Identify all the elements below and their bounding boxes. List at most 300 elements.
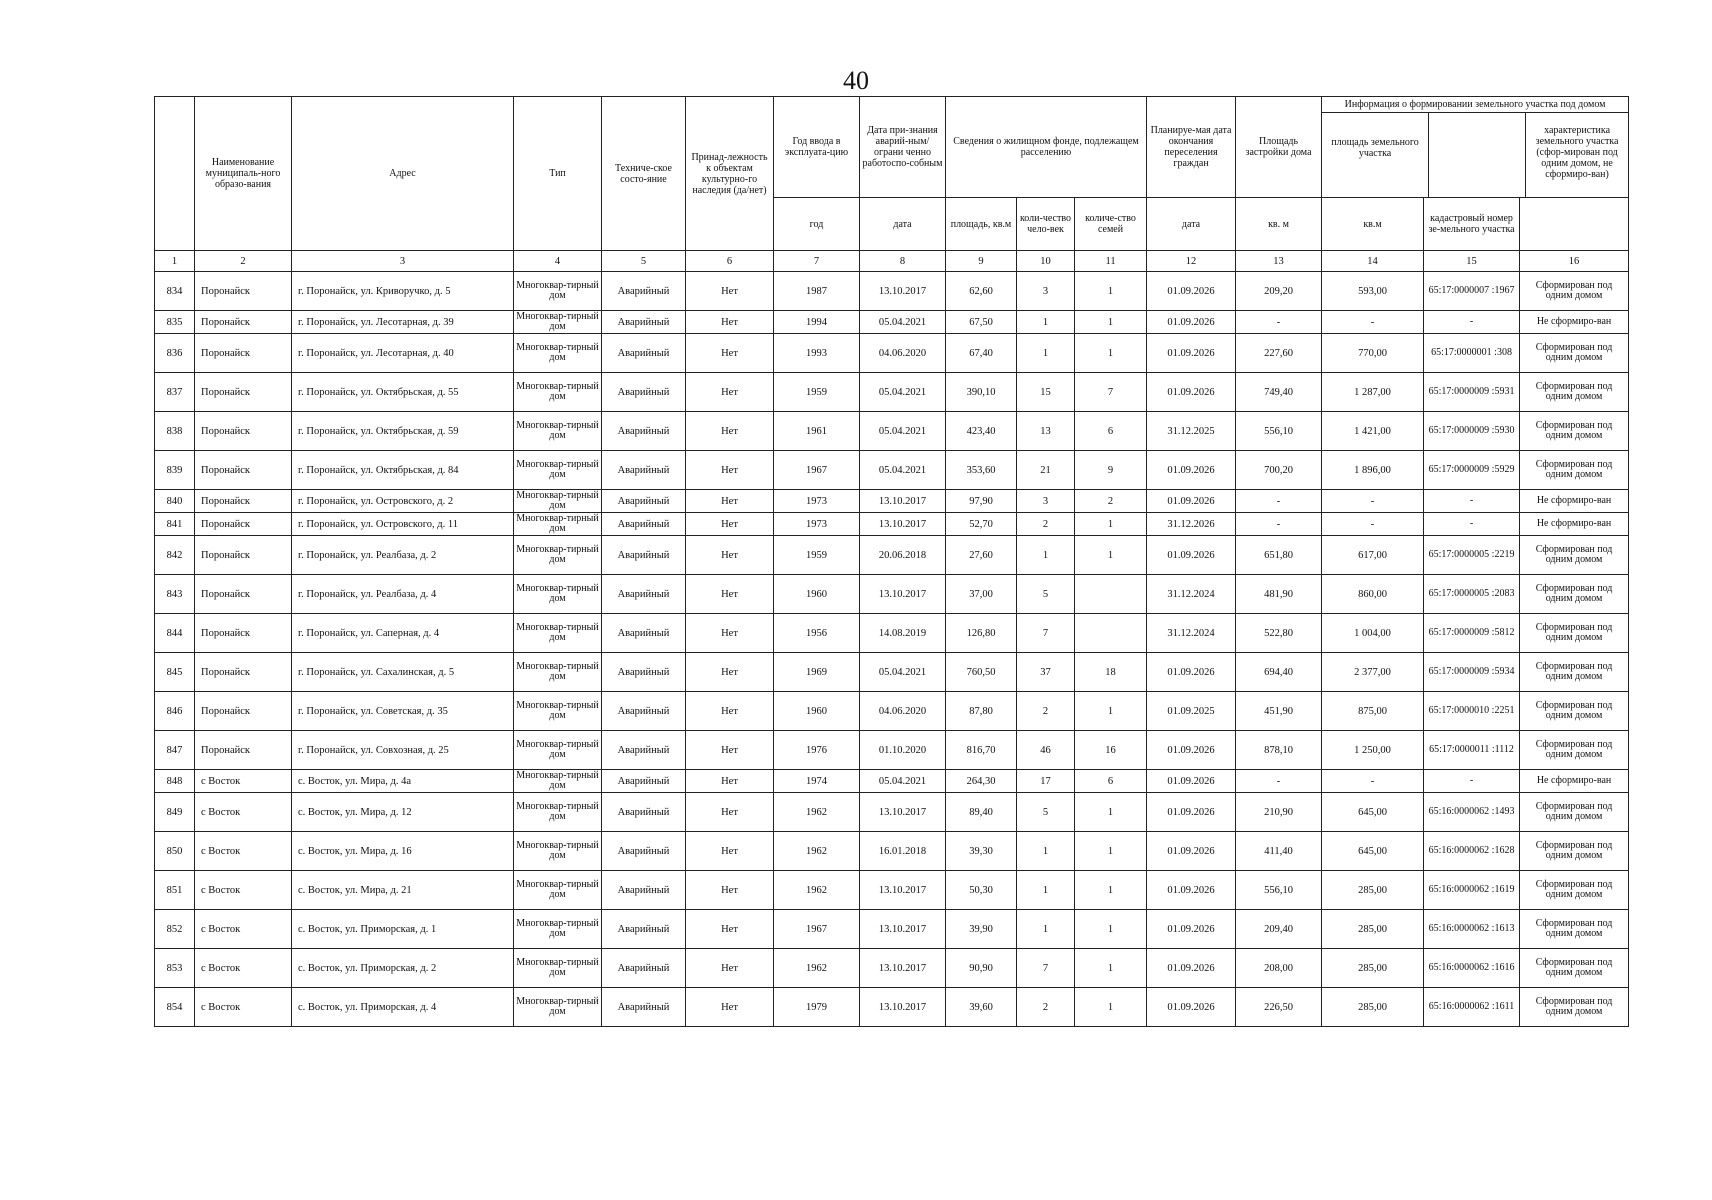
table-row bbox=[155, 490, 1629, 513]
cell-address: с. Восток, ул. Мира, д. 4а bbox=[292, 770, 514, 793]
cell-built-area: 209,20 bbox=[1236, 272, 1322, 311]
cell-date: 04.06.2020 bbox=[860, 692, 946, 731]
cell-heritage: Нет bbox=[686, 692, 774, 731]
cell-people: 5 bbox=[1017, 575, 1075, 614]
cell-municipality: Поронайск bbox=[195, 373, 292, 412]
cell-people: 15 bbox=[1017, 373, 1075, 412]
cell-address: г. Поронайск, ул. Советская, д. 35 bbox=[292, 692, 514, 731]
row-number: 838 bbox=[155, 412, 195, 451]
cell-families: 6 bbox=[1075, 412, 1147, 451]
cell-families bbox=[1075, 614, 1147, 653]
cell-built-area: 210,90 bbox=[1236, 793, 1322, 832]
cell-area: 52,70 bbox=[946, 513, 1017, 536]
cell-people: 17 bbox=[1017, 770, 1075, 793]
cell-municipality: Поронайск bbox=[195, 692, 292, 731]
cell-year: 1987 bbox=[774, 272, 860, 311]
cell-people: 1 bbox=[1017, 311, 1075, 334]
row-number: 841 bbox=[155, 513, 195, 536]
cell-type: Многоквар-тирный дом bbox=[514, 412, 602, 451]
header-land-title: Информация о формировании земельного участка под домом bbox=[1322, 97, 1628, 113]
cell-area: 27,60 bbox=[946, 536, 1017, 575]
cell-date: 05.04.2021 bbox=[860, 373, 946, 412]
resettlement-table bbox=[154, 96, 1629, 1027]
cell-plan-date: 31.12.2024 bbox=[1147, 575, 1236, 614]
cell-land-char: Не сформиро-ван bbox=[1520, 770, 1629, 793]
header-land-area: площадь земельного участка bbox=[1322, 113, 1429, 197]
cell-date: 14.08.2019 bbox=[860, 614, 946, 653]
table-row bbox=[155, 272, 1629, 311]
cell-families: 9 bbox=[1075, 451, 1147, 490]
cell-area: 67,50 bbox=[946, 311, 1017, 334]
cell-land-char: Не сформиро-ван bbox=[1520, 513, 1629, 536]
cell-year: 1961 bbox=[774, 412, 860, 451]
row-number: 853 bbox=[155, 949, 195, 988]
cell-municipality: с Восток bbox=[195, 770, 292, 793]
cell-land-area: 1 421,00 bbox=[1322, 412, 1424, 451]
cell-cadastral: 65:17:0000011 :1112 bbox=[1424, 731, 1520, 770]
cell-built-area: 411,40 bbox=[1236, 832, 1322, 871]
cell-date: 04.06.2020 bbox=[860, 334, 946, 373]
cell-heritage: Нет bbox=[686, 490, 774, 513]
cell-built-area: 451,90 bbox=[1236, 692, 1322, 731]
column-number: 8 bbox=[860, 251, 946, 272]
cell-date: 01.10.2020 bbox=[860, 731, 946, 770]
cell-tech-state: Аварийный bbox=[602, 311, 686, 334]
table-row bbox=[155, 871, 1629, 910]
cell-municipality: с Восток bbox=[195, 988, 292, 1027]
cell-heritage: Нет bbox=[686, 373, 774, 412]
column-number: 9 bbox=[946, 251, 1017, 272]
cell-address: г. Поронайск, ул. Лесотарная, д. 39 bbox=[292, 311, 514, 334]
cell-tech-state: Аварийный bbox=[602, 871, 686, 910]
cell-date: 13.10.2017 bbox=[860, 910, 946, 949]
cell-heritage: Нет bbox=[686, 272, 774, 311]
cell-people: 2 bbox=[1017, 513, 1075, 536]
cell-cadastral: 65:17:0000010 :2251 bbox=[1424, 692, 1520, 731]
cell-heritage: Нет bbox=[686, 770, 774, 793]
cell-year: 1994 bbox=[774, 311, 860, 334]
cell-year: 1967 bbox=[774, 451, 860, 490]
row-number: 839 bbox=[155, 451, 195, 490]
cell-plan-date: 31.12.2025 bbox=[1147, 412, 1236, 451]
cell-address: с. Восток, ул. Приморская, д. 1 bbox=[292, 910, 514, 949]
cell-cadastral: - bbox=[1424, 770, 1520, 793]
cell-built-area: 651,80 bbox=[1236, 536, 1322, 575]
cell-year: 1962 bbox=[774, 793, 860, 832]
cell-built-area: 522,80 bbox=[1236, 614, 1322, 653]
cell-tech-state: Аварийный bbox=[602, 692, 686, 731]
cell-year: 1967 bbox=[774, 910, 860, 949]
cell-plan-date: 01.09.2026 bbox=[1147, 793, 1236, 832]
cell-land-char: Сформирован под одним домом bbox=[1520, 575, 1629, 614]
cell-area: 39,90 bbox=[946, 910, 1017, 949]
cell-date: 13.10.2017 bbox=[860, 272, 946, 311]
table-row bbox=[155, 513, 1629, 536]
header-tech-state: Техниче-ское состо-яние bbox=[602, 97, 686, 251]
cell-address: г. Поронайск, ул. Реалбаза, д. 4 bbox=[292, 575, 514, 614]
cell-land-area: 285,00 bbox=[1322, 871, 1424, 910]
cell-land-area: 1 287,00 bbox=[1322, 373, 1424, 412]
cell-built-area: 226,50 bbox=[1236, 988, 1322, 1027]
header-plan-sub: дата bbox=[1147, 198, 1236, 251]
cell-cadastral: 65:17:0000009 :5929 bbox=[1424, 451, 1520, 490]
row-number: 852 bbox=[155, 910, 195, 949]
cell-heritage: Нет bbox=[686, 832, 774, 871]
cell-cadastral: - bbox=[1424, 311, 1520, 334]
cell-type: Многоквар-тирный дом bbox=[514, 272, 602, 311]
cell-municipality: Поронайск bbox=[195, 412, 292, 451]
cell-land-area: 1 004,00 bbox=[1322, 614, 1424, 653]
cell-tech-state: Аварийный bbox=[602, 451, 686, 490]
table-row bbox=[155, 575, 1629, 614]
cell-people: 5 bbox=[1017, 793, 1075, 832]
cell-date: 13.10.2017 bbox=[860, 575, 946, 614]
cell-tech-state: Аварийный bbox=[602, 412, 686, 451]
row-number: 834 bbox=[155, 272, 195, 311]
cell-people: 46 bbox=[1017, 731, 1075, 770]
header-land-char: характеристика земельного участка (сфор-мирован под одним домом, не сформиро-ван) bbox=[1535, 125, 1619, 180]
cell-heritage: Нет bbox=[686, 575, 774, 614]
cell-plan-date: 01.09.2026 bbox=[1147, 832, 1236, 871]
header-date-sub: дата bbox=[860, 198, 946, 251]
cell-cadastral: 65:17:0000009 :5930 bbox=[1424, 412, 1520, 451]
cell-families: 1 bbox=[1075, 793, 1147, 832]
column-number: 6 bbox=[686, 251, 774, 272]
cell-type: Многоквар-тирный дом bbox=[514, 692, 602, 731]
row-number: 854 bbox=[155, 988, 195, 1027]
table-row bbox=[155, 334, 1629, 373]
column-number: 2 bbox=[195, 251, 292, 272]
row-number: 842 bbox=[155, 536, 195, 575]
cell-area: 97,90 bbox=[946, 490, 1017, 513]
row-number: 840 bbox=[155, 490, 195, 513]
cell-families: 1 bbox=[1075, 692, 1147, 731]
column-number-row bbox=[155, 251, 1629, 272]
cell-year: 1973 bbox=[774, 513, 860, 536]
row-number: 846 bbox=[155, 692, 195, 731]
column-number: 12 bbox=[1147, 251, 1236, 272]
cell-municipality: Поронайск bbox=[195, 490, 292, 513]
cell-date: 05.04.2021 bbox=[860, 412, 946, 451]
cell-type: Многоквар-тирный дом bbox=[514, 871, 602, 910]
cell-tech-state: Аварийный bbox=[602, 334, 686, 373]
cell-area: 90,90 bbox=[946, 949, 1017, 988]
cell-families: 7 bbox=[1075, 373, 1147, 412]
header-built-group: Площадь застройки дома bbox=[1236, 97, 1322, 198]
cell-land-char: Сформирован под одним домом bbox=[1520, 373, 1629, 412]
cell-type: Многоквар-тирный дом bbox=[514, 910, 602, 949]
header-date-group: Дата при-знания аварий-ным/ограни ченно работоспо-собным bbox=[860, 97, 946, 198]
cell-land-char: Сформирован под одним домом bbox=[1520, 412, 1629, 451]
cell-tech-state: Аварийный bbox=[602, 793, 686, 832]
page-number: 40 bbox=[843, 66, 869, 95]
cell-type: Многоквар-тирный дом bbox=[514, 490, 602, 513]
cell-type: Многоквар-тирный дом bbox=[514, 949, 602, 988]
cell-municipality: Поронайск bbox=[195, 334, 292, 373]
cell-plan-date: 01.09.2026 bbox=[1147, 536, 1236, 575]
cell-tech-state: Аварийный bbox=[602, 770, 686, 793]
cell-year: 1962 bbox=[774, 949, 860, 988]
cell-cadastral: 65:17:0000007 :1967 bbox=[1424, 272, 1520, 311]
table-row bbox=[155, 653, 1629, 692]
cell-year: 1979 bbox=[774, 988, 860, 1027]
cell-year: 1960 bbox=[774, 575, 860, 614]
cell-land-char: Не сформиро-ван bbox=[1520, 311, 1629, 334]
cell-address: г. Поронайск, ул. Сахалинская, д. 5 bbox=[292, 653, 514, 692]
cell-address: г. Поронайск, ул. Октябрьская, д. 59 bbox=[292, 412, 514, 451]
column-number: 13 bbox=[1236, 251, 1322, 272]
cell-people: 1 bbox=[1017, 536, 1075, 575]
cell-date: 20.06.2018 bbox=[860, 536, 946, 575]
cell-year: 1956 bbox=[774, 614, 860, 653]
cell-land-area: - bbox=[1322, 490, 1424, 513]
cell-type: Многоквар-тирный дом bbox=[514, 832, 602, 871]
header-cadastral: кадастровый номер зе-мельного участка bbox=[1424, 198, 1520, 251]
cell-year: 1973 bbox=[774, 490, 860, 513]
column-number: 3 bbox=[292, 251, 514, 272]
cell-municipality: с Восток bbox=[195, 949, 292, 988]
cell-people: 3 bbox=[1017, 272, 1075, 311]
cell-address: с. Восток, ул. Мира, д. 12 bbox=[292, 793, 514, 832]
header-row-number bbox=[155, 97, 195, 251]
cell-date: 16.01.2018 bbox=[860, 832, 946, 871]
table-row bbox=[155, 614, 1629, 653]
column-number: 1 bbox=[155, 251, 195, 272]
cell-heritage: Нет bbox=[686, 910, 774, 949]
cell-type: Многоквар-тирный дом bbox=[514, 770, 602, 793]
cell-area: 816,70 bbox=[946, 731, 1017, 770]
row-number: 848 bbox=[155, 770, 195, 793]
cell-people: 2 bbox=[1017, 692, 1075, 731]
cell-date: 13.10.2017 bbox=[860, 513, 946, 536]
cell-heritage: Нет bbox=[686, 536, 774, 575]
cell-people: 2 bbox=[1017, 988, 1075, 1027]
cell-year: 1976 bbox=[774, 731, 860, 770]
cell-land-char: Сформирован под одним домом bbox=[1520, 536, 1629, 575]
cell-municipality: Поронайск bbox=[195, 513, 292, 536]
cell-tech-state: Аварийный bbox=[602, 949, 686, 988]
cell-land-area: 875,00 bbox=[1322, 692, 1424, 731]
header-land-group bbox=[1322, 97, 1629, 198]
cell-plan-date: 01.09.2026 bbox=[1147, 871, 1236, 910]
cell-cadastral: 65:16:0000062 :1611 bbox=[1424, 988, 1520, 1027]
cell-tech-state: Аварийный bbox=[602, 731, 686, 770]
table-row bbox=[155, 793, 1629, 832]
cell-tech-state: Аварийный bbox=[602, 575, 686, 614]
cell-plan-date: 01.09.2026 bbox=[1147, 910, 1236, 949]
cell-land-area: 645,00 bbox=[1322, 793, 1424, 832]
header-type: Тип bbox=[514, 97, 602, 251]
cell-land-area: 1 896,00 bbox=[1322, 451, 1424, 490]
cell-municipality: Поронайск bbox=[195, 614, 292, 653]
cell-built-area: - bbox=[1236, 770, 1322, 793]
cell-families: 1 bbox=[1075, 513, 1147, 536]
header-land-area-sub: кв.м bbox=[1322, 198, 1424, 251]
cell-built-area: 481,90 bbox=[1236, 575, 1322, 614]
cell-families: 1 bbox=[1075, 910, 1147, 949]
cell-land-area: - bbox=[1322, 311, 1424, 334]
cell-cadastral: 65:17:0000009 :5812 bbox=[1424, 614, 1520, 653]
cell-plan-date: 01.09.2026 bbox=[1147, 311, 1236, 334]
cell-families bbox=[1075, 575, 1147, 614]
cell-area: 760,50 bbox=[946, 653, 1017, 692]
header-heritage: Принад-лежность к объектам культурно-го наследия (да/нет) bbox=[686, 97, 774, 251]
cell-plan-date: 01.09.2026 bbox=[1147, 490, 1236, 513]
cell-municipality: Поронайск bbox=[195, 731, 292, 770]
cell-families: 18 bbox=[1075, 653, 1147, 692]
cell-address: с. Восток, ул. Мира, д. 21 bbox=[292, 871, 514, 910]
cell-built-area: 749,40 bbox=[1236, 373, 1322, 412]
cell-land-area: - bbox=[1322, 513, 1424, 536]
cell-land-area: 1 250,00 bbox=[1322, 731, 1424, 770]
row-number: 851 bbox=[155, 871, 195, 910]
cell-land-area: 2 377,00 bbox=[1322, 653, 1424, 692]
cell-address: г. Поронайск, ул. Октябрьская, д. 84 bbox=[292, 451, 514, 490]
cell-land-char: Сформирован под одним домом bbox=[1520, 910, 1629, 949]
cell-cadastral: 65:16:0000062 :1616 bbox=[1424, 949, 1520, 988]
table-row bbox=[155, 832, 1629, 871]
cell-tech-state: Аварийный bbox=[602, 513, 686, 536]
cell-municipality: с Восток bbox=[195, 910, 292, 949]
cell-families: 16 bbox=[1075, 731, 1147, 770]
header-people-sub: коли-чество чело-век bbox=[1017, 198, 1075, 251]
cell-cadastral: - bbox=[1424, 513, 1520, 536]
row-number: 844 bbox=[155, 614, 195, 653]
cell-land-char: Сформирован под одним домом bbox=[1520, 793, 1629, 832]
cell-built-area: 878,10 bbox=[1236, 731, 1322, 770]
cell-heritage: Нет bbox=[686, 653, 774, 692]
row-number: 843 bbox=[155, 575, 195, 614]
cell-families: 2 bbox=[1075, 490, 1147, 513]
cell-municipality: Поронайск bbox=[195, 536, 292, 575]
cell-land-area: 285,00 bbox=[1322, 949, 1424, 988]
cell-families: 1 bbox=[1075, 871, 1147, 910]
cell-land-area: 593,00 bbox=[1322, 272, 1424, 311]
cell-type: Многоквар-тирный дом bbox=[514, 988, 602, 1027]
cell-heritage: Нет bbox=[686, 793, 774, 832]
row-number: 835 bbox=[155, 311, 195, 334]
cell-plan-date: 01.09.2026 bbox=[1147, 988, 1236, 1027]
column-number: 14 bbox=[1322, 251, 1424, 272]
cell-tech-state: Аварийный bbox=[602, 373, 686, 412]
cell-built-area: 556,10 bbox=[1236, 412, 1322, 451]
cell-area: 39,60 bbox=[946, 988, 1017, 1027]
cell-land-area: 285,00 bbox=[1322, 910, 1424, 949]
cell-built-area: 556,10 bbox=[1236, 871, 1322, 910]
cell-date: 13.10.2017 bbox=[860, 793, 946, 832]
cell-municipality: с Восток bbox=[195, 793, 292, 832]
cell-date: 05.04.2021 bbox=[860, 311, 946, 334]
cell-land-char: Сформирован под одним домом bbox=[1520, 871, 1629, 910]
cell-address: г. Поронайск, ул. Саперная, д. 4 bbox=[292, 614, 514, 653]
cell-families: 6 bbox=[1075, 770, 1147, 793]
cell-municipality: с Восток bbox=[195, 871, 292, 910]
cell-date: 13.10.2017 bbox=[860, 949, 946, 988]
cell-land-area: 860,00 bbox=[1322, 575, 1424, 614]
cell-built-area: 694,40 bbox=[1236, 653, 1322, 692]
cell-plan-date: 31.12.2026 bbox=[1147, 513, 1236, 536]
cell-municipality: Поронайск bbox=[195, 575, 292, 614]
cell-tech-state: Аварийный bbox=[602, 272, 686, 311]
cell-land-char: Сформирован под одним домом bbox=[1520, 334, 1629, 373]
cell-plan-date: 01.09.2026 bbox=[1147, 770, 1236, 793]
cell-address: г. Поронайск, ул. Совхозная, д. 25 bbox=[292, 731, 514, 770]
column-number: 5 bbox=[602, 251, 686, 272]
cell-date: 13.10.2017 bbox=[860, 871, 946, 910]
cell-year: 1959 bbox=[774, 373, 860, 412]
cell-plan-date: 31.12.2024 bbox=[1147, 614, 1236, 653]
cell-plan-date: 01.09.2026 bbox=[1147, 451, 1236, 490]
cell-cadastral: 65:17:0000009 :5934 bbox=[1424, 653, 1520, 692]
cell-date: 05.04.2021 bbox=[860, 451, 946, 490]
cell-people: 1 bbox=[1017, 832, 1075, 871]
cell-municipality: Поронайск bbox=[195, 451, 292, 490]
cell-type: Многоквар-тирный дом bbox=[514, 793, 602, 832]
cell-area: 67,40 bbox=[946, 334, 1017, 373]
cell-land-area: 770,00 bbox=[1322, 334, 1424, 373]
cell-area: 50,30 bbox=[946, 871, 1017, 910]
cell-type: Многоквар-тирный дом bbox=[514, 536, 602, 575]
cell-land-char: Сформирован под одним домом bbox=[1520, 692, 1629, 731]
cell-plan-date: 01.09.2026 bbox=[1147, 272, 1236, 311]
cell-type: Многоквар-тирный дом bbox=[514, 513, 602, 536]
table-row bbox=[155, 988, 1629, 1027]
cell-municipality: с Восток bbox=[195, 832, 292, 871]
cell-area: 62,60 bbox=[946, 272, 1017, 311]
cell-area: 39,30 bbox=[946, 832, 1017, 871]
row-number: 849 bbox=[155, 793, 195, 832]
cell-heritage: Нет bbox=[686, 451, 774, 490]
cell-tech-state: Аварийный bbox=[602, 832, 686, 871]
cell-address: с. Восток, ул. Мира, д. 16 bbox=[292, 832, 514, 871]
cell-built-area: 209,40 bbox=[1236, 910, 1322, 949]
table-row bbox=[155, 311, 1629, 334]
cell-municipality: Поронайск bbox=[195, 653, 292, 692]
cell-type: Многоквар-тирный дом bbox=[514, 653, 602, 692]
cell-heritage: Нет bbox=[686, 988, 774, 1027]
cell-address: с. Восток, ул. Приморская, д. 4 bbox=[292, 988, 514, 1027]
cell-date: 13.10.2017 bbox=[860, 988, 946, 1027]
cell-area: 87,80 bbox=[946, 692, 1017, 731]
header-built-sub: кв. м bbox=[1236, 198, 1322, 251]
cell-area: 353,60 bbox=[946, 451, 1017, 490]
cell-heritage: Нет bbox=[686, 614, 774, 653]
cell-year: 1960 bbox=[774, 692, 860, 731]
cell-tech-state: Аварийный bbox=[602, 653, 686, 692]
column-number: 10 bbox=[1017, 251, 1075, 272]
cell-heritage: Нет bbox=[686, 513, 774, 536]
cell-cadastral: 65:17:0000005 :2083 bbox=[1424, 575, 1520, 614]
cell-land-area: 285,00 bbox=[1322, 988, 1424, 1027]
cell-people: 1 bbox=[1017, 910, 1075, 949]
cell-land-area: 617,00 bbox=[1322, 536, 1424, 575]
row-number: 837 bbox=[155, 373, 195, 412]
cell-municipality: Поронайск bbox=[195, 272, 292, 311]
cell-land-char: Сформирован под одним домом bbox=[1520, 653, 1629, 692]
cell-type: Многоквар-тирный дом bbox=[514, 731, 602, 770]
header-housing-group: Сведения о жилищном фонде, подлежащем расселению bbox=[946, 97, 1147, 198]
cell-heritage: Нет bbox=[686, 412, 774, 451]
cell-address: г. Поронайск, ул. Октябрьская, д. 55 bbox=[292, 373, 514, 412]
table-row bbox=[155, 731, 1629, 770]
cell-cadastral: 65:16:0000062 :1619 bbox=[1424, 871, 1520, 910]
cell-land-char: Сформирован под одним домом bbox=[1520, 988, 1629, 1027]
cell-built-area: 227,60 bbox=[1236, 334, 1322, 373]
cell-families: 1 bbox=[1075, 949, 1147, 988]
table-row bbox=[155, 373, 1629, 412]
cell-date: 05.04.2021 bbox=[860, 770, 946, 793]
header-plan-group: Планируе-мая дата окончания переселения граждан bbox=[1147, 97, 1236, 198]
